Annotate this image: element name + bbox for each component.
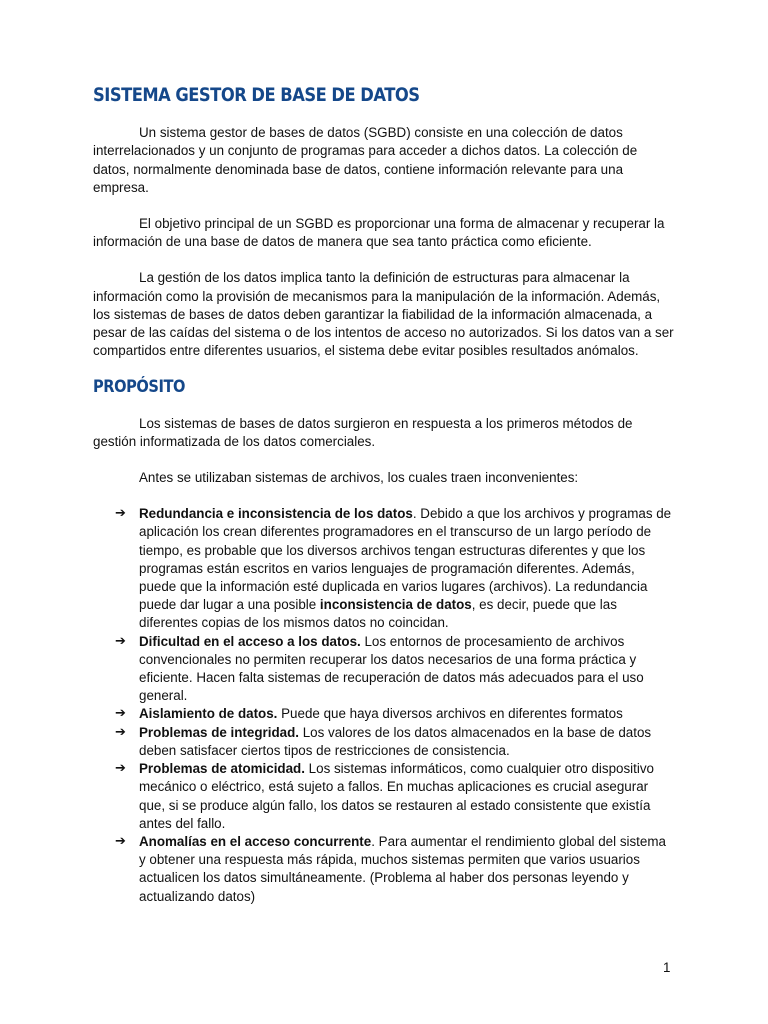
paragraph: El objetivo principal de un SGBD es proporcionar una forma de almacenar y recuperar la información de una base de datos de manera que sea tanto práctica como eficiente. — [93, 216, 665, 250]
list-item — [93, 760, 675, 833]
list-item-text: Los entornos de procesamiento de archivos convencionales no permiten recuperar los datos necesarios de una forma práctica y eficiente. Hacen falta sistemas de recuperación de datos más adecuados para el uso general. — [139, 633, 644, 704]
list-item-text: Puede que haya diversos archivos en diferentes formatos — [277, 706, 623, 722]
list-item-text: . Para aumentar el rendimiento global del sistema y obtener una respuesta más rápida, muchos sistemas permiten que varios usuarios actualicen los datos simultáneamente. (Problema al haber dos personas leyendo y actualizando datos) — [139, 833, 666, 904]
list-item — [93, 633, 675, 706]
list-item — [93, 724, 675, 760]
arrow-bullet-icon: ➔ — [115, 833, 126, 849]
list-item-text: Los valores de los datos almacenados en la base de datos deben satisfacer ciertos tipos de restricciones de consistencia. — [139, 724, 652, 758]
list-item-term: Redundancia e inconsistencia de los datos — [139, 506, 413, 522]
list-item-text: , es decir, puede que las diferentes copias de los mismos datos no coincidan. — [139, 597, 617, 631]
arrow-bullet-icon: ➔ — [115, 706, 126, 722]
list-item-term: Problemas de atomicidad. — [139, 761, 305, 777]
paragraph: La gestión de los datos implica tanto la definición de estructuras para almacenar la información como la provisión de mecanismos para la manipulación de la información. Además, los sistemas de bases de datos deben garantizar la fiabilidad de la información almacenada, a pesar de las caídas del sistema o de los intentos de acceso no autorizados. Si los datos van a ser compartidos entre diferentes usuarios, el sistema debe evitar posibles resultados anómalos. — [93, 270, 674, 359]
list-item-text: Los sistemas informáticos, como cualquier otro dispositivo mecánico o eléctrico, está sujeto a fallos. En muchas aplicaciones es crucial asegurar que, si se produce algún fallo, los datos se restauren al estado consistente que existía antes del fallo. — [139, 761, 654, 831]
paragraph: Los sistemas de bases de datos surgieron en respuesta a los primeros métodos de gestión informatizada de los datos comerciales. — [93, 415, 633, 449]
arrow-bullet-icon: ➔ — [115, 724, 126, 740]
list-item — [93, 833, 675, 906]
inconvenientes-list — [93, 505, 675, 905]
list-item-term: inconsistencia de datos — [319, 597, 472, 613]
page-number: 1 — [663, 960, 671, 975]
section-heading: PROPÓSITO — [93, 377, 186, 398]
list-item-term: Dificultad en el acceso a los datos. — [139, 633, 361, 649]
list-item-term: Problemas de integridad. — [139, 724, 299, 740]
list-item — [93, 705, 675, 723]
page-title: SISTEMA GESTOR DE BASE DE DATOS — [93, 84, 420, 106]
paragraph: Antes se utilizaban sistemas de archivos, los cuales traen inconvenientes: — [139, 470, 579, 486]
list-item — [93, 505, 675, 632]
list-item-term: Anomalías en el acceso concurrente — [139, 833, 372, 849]
arrow-bullet-icon: ➔ — [115, 506, 126, 522]
list-item-text: . Debido a que los archivos y programas de aplicación los crean diferentes programadores en el transcurso de un largo período de tiempo, es probable que los diversos archivos tengan estructuras diferentes y que los programas están escritos en varios lenguajes de programación diferentes. Además, puede que la información esté duplicada en varios lugares (archivos). La redundancia puede dar lugar a una posible — [139, 506, 672, 613]
arrow-bullet-icon: ➔ — [115, 633, 126, 649]
page-content — [93, 86, 675, 906]
paragraph: Un sistema gestor de bases de datos (SGBD) consiste en una colección de datos interrelacionados y un conjunto de programas para acceder a dichos datos. La colección de datos, normalmente denominada base de datos, contiene información relevante para una empresa. — [93, 125, 638, 195]
arrow-bullet-icon: ➔ — [115, 761, 126, 777]
list-item-term: Aislamiento de datos. — [139, 706, 278, 722]
